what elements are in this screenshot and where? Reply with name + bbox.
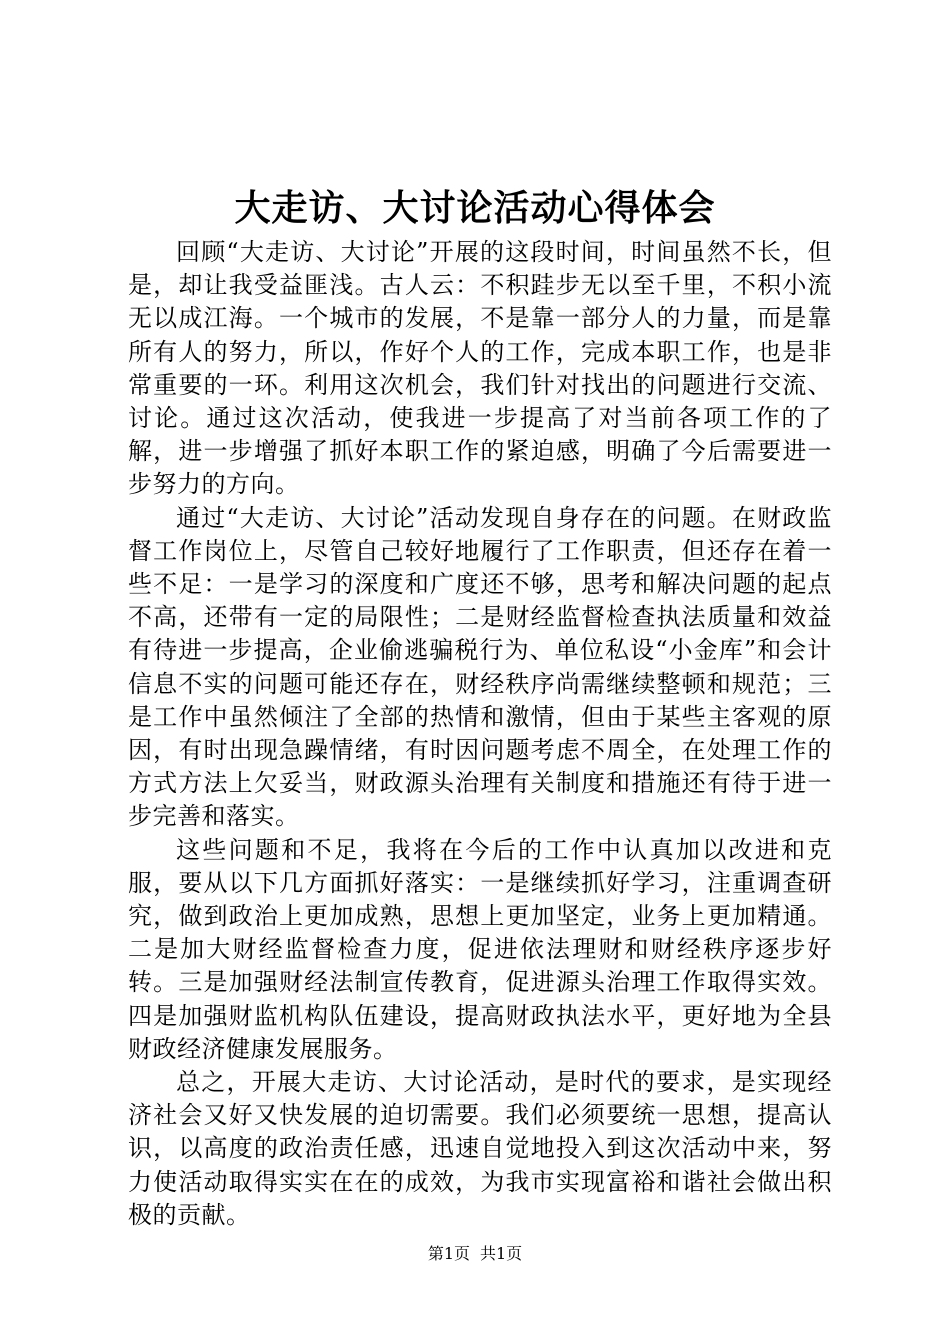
paragraph-2: 通过“大走访、大讨论”活动发现自身存在的问题。在财政监督工作岗位上，尽管自己较好地履行了工作职责，但还存在着一些不足：一是学习的深度和广度还不够，思考和解决问题的起点不高，还带有一定的局限性；二是财经监督检查执法质量和效益有待进一步提高，企业偷逃骗税行为、单位私设“小金库”和会计信息不实的问题可能还存在，财经秩序尚需继续整顿和规范；三是工作中虽然倾注了全部的热情和激情，但由于某些主客观的原因，有时出现急躁情绪，有时因问题考虑不周全，在处理工作的方式方法上欠妥当，财政源头治理有关制度和措施还有待于进一步完善和落实。: [128, 503, 832, 831]
paragraph-4: 总之，开展大走访、大讨论活动，是时代的要求，是实现经济社会又好又快发展的迫切需要。我们必须要统一思想，提高认识，以高度的政治责任感，迅速自觉地投入到这次活动中来，努力使活动取得实实在在的成效，为我市实现富裕和谐社会做出积极的贡献。: [128, 1068, 832, 1229]
page-footer: [0, 1243, 950, 1265]
document-body: [128, 236, 832, 1232]
page-total: 共1页: [480, 1244, 523, 1263]
paragraph-3: 这些问题和不足，我将在今后的工作中认真加以改进和克服，要从以下几方面抓好落实：一是继续抓好学习，注重调查研究，做到政治上更加成熟，思想上更加坚定，业务上更加精通。二是加大财经监督检查力度，促进依法理财和财经秩序逐步好转。三是加强财经法制宣传教育，促进源头治理工作取得实效。四是加强财监机构队伍建设，提高财政执法水平，更好地为全县财政经济健康发展服务。: [128, 835, 832, 1063]
page-number: 第1页: [427, 1244, 470, 1263]
paragraph-1: 回顾“大走访、大讨论”开展的这段时间，时间虽然不长，但是，却让我受益匪浅。古人云：不积跬步无以至千里，不积小流无以成江海。一个城市的发展，不是靠一部分人的力量，而是靠所有人的努力，所以，作好个人的工作，完成本职工作，也是非常重要的一环。利用这次机会，我们针对找出的问题进行交流、讨论。通过这次活动，使我进一步提高了对当前各项工作的了解，进一步增强了抓好本职工作的紧迫感，明确了今后需要进一步努力的方向。: [128, 238, 832, 499]
document-title: 大走访、大讨论活动心得体会: [234, 187, 716, 229]
